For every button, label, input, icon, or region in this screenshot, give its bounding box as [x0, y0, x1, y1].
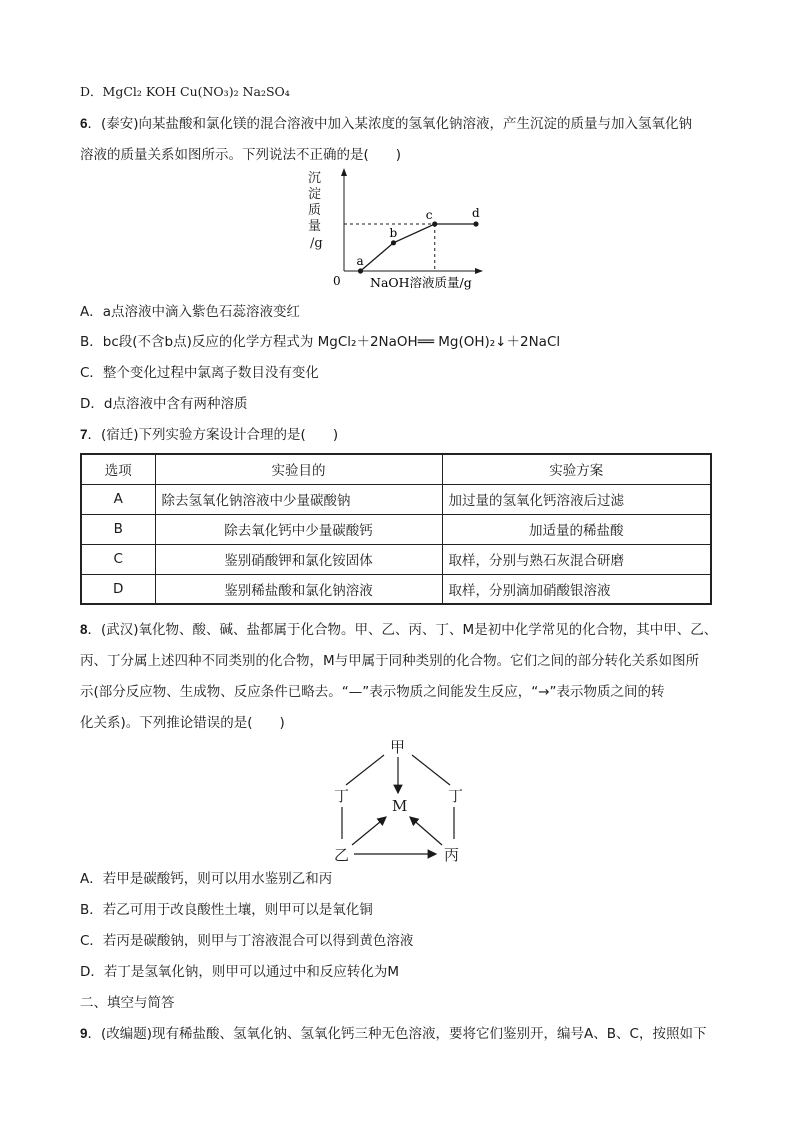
y-axis-label [308, 171, 323, 251]
ylabel-char: /g [310, 236, 323, 251]
cell-plan: 加过量的氢氧化钙溶液后过滤 [442, 484, 711, 514]
question-number: 9 [80, 1026, 88, 1041]
series-line [361, 224, 477, 271]
header-plan: 实验方案 [442, 454, 711, 484]
arrow-yi-to-m [352, 817, 386, 845]
q6-option-d: D．d点溶液中含有两种溶质 [80, 396, 248, 412]
origin-label: 0 [333, 274, 341, 288]
q8-stem-line1 [80, 620, 717, 640]
q6-stem-line1 [80, 114, 692, 134]
ylabel-char: 量 [308, 219, 322, 234]
data-series [344, 206, 480, 274]
table-row [81, 514, 711, 544]
table-row [81, 544, 711, 574]
data-point-a [358, 268, 363, 273]
y-axis-arrow [341, 168, 347, 176]
node-ding-right: 丁 [448, 787, 464, 805]
q8-stem-line2: 丙、丁分属上述四种不同类别的化合物，M与甲属于同种类别的化合物。它们之间的部分转化关系如图所 [80, 653, 700, 669]
cell-purpose: 鉴别稀盐酸和氯化钠溶液 [155, 574, 442, 604]
table-header-row [81, 454, 711, 484]
edge-jia-ding-right [412, 755, 450, 785]
q8-stem-line3: 示(部分反应物、生成物、反应条件已略去。“—”表示物质之间能发生反应，“→”表示物质之间的转 [80, 684, 665, 700]
option-letter: D． [80, 84, 103, 99]
node-ding-left: 丁 [334, 787, 350, 805]
q6-option-a: A．a点溶液中滴入紫色石蕊溶液变红 [80, 304, 301, 320]
section-title: 二、填空与简答 [80, 995, 175, 1011]
x-axis-label: NaOH溶液质量/g [370, 275, 472, 290]
cell-option: B [81, 514, 155, 544]
q6-stem-line2: 溶液的质量关系如图所示。下列说法不正确的是( ) [80, 147, 402, 163]
q8-option-d: D．若丁是氢氧化钠，则甲可以通过中和反应转化为M [80, 964, 400, 980]
q6-option-c: C．整个变化过程中氯离子数目没有变化 [80, 365, 319, 381]
table-row [81, 574, 711, 604]
q8-option-b: B．若乙可用于改良酸性土壤，则甲可以是氧化铜 [80, 902, 373, 918]
question-number: 8 [80, 622, 88, 637]
point-label-c: c [425, 208, 433, 222]
point-label-d: d [472, 206, 480, 220]
stem-text: ．(改编题)现有稀盐酸、氢氧化钠、氢氧化钙三种无色溶液，要将它们鉴别开，编号A、B、C，按照如下 [87, 1026, 707, 1042]
arrow-bing-to-m [410, 817, 442, 845]
stem-text: ．(泰安)向某盐酸和氯化镁的混合溶液中加入某浓度的氢氧化钠溶液，产生沉淀的质量与加入氢氧化钠 [87, 116, 693, 132]
node-jia: 甲 [390, 738, 406, 756]
point-label-a: a [356, 254, 364, 268]
node-yi: 乙 [334, 846, 350, 864]
option-text: MgCl₂ KOH Cu(NO₃)₂ Na₂SO₄ [102, 84, 290, 99]
question-number: 7 [80, 427, 88, 442]
data-point-b [391, 240, 396, 245]
stem-text: ．(武汉)氧化物、酸、碱、盐都属于化合物。甲、乙、丙、丁、M是初中化学常见的化合物，其中甲、乙、 [87, 622, 718, 638]
stem-text: ．(宿迁)下列实验方案设计合理的是( ) [87, 427, 339, 443]
q8-option-c: C．若丙是碳酸钠，则甲与丁溶液混合可以得到黄色溶液 [80, 933, 414, 949]
cell-option: A [81, 484, 155, 514]
cell-plan: 取样，分别与熟石灰混合研磨 [442, 544, 711, 574]
data-point-c [432, 221, 437, 226]
cell-option: C [81, 544, 155, 574]
ylabel-char: 淀 [308, 187, 322, 202]
x-axis-arrow [475, 268, 483, 274]
cell-purpose: 除去氢氧化钠溶液中少量碳酸钠 [155, 484, 442, 514]
ylabel-char: 沉 [308, 171, 322, 186]
edge-jia-ding-left [346, 755, 384, 785]
cell-plan: 取样，分别滴加硝酸银溶液 [442, 574, 711, 604]
cell-plan: 加适量的稀盐酸 [442, 514, 711, 544]
header-option: 选项 [81, 454, 155, 484]
q7-table [80, 453, 712, 605]
cell-purpose: 除去氧化钙中少量碳酸钙 [155, 514, 442, 544]
q5-option-d [80, 82, 290, 102]
q6-chart [300, 168, 500, 293]
point-label-b: b [389, 225, 398, 240]
q9-stem-line1 [80, 1024, 706, 1044]
cell-option: D [81, 574, 155, 604]
cell-purpose: 鉴别硝酸钾和氯化铵固体 [155, 544, 442, 574]
q8-stem-line4: 化关系)。下列推论错误的是( ) [80, 715, 285, 731]
node-bing: 丙 [444, 846, 460, 864]
q7-stem [80, 425, 338, 445]
table-row [81, 484, 711, 514]
question-number: 6 [80, 116, 88, 131]
q8-option-a: A．若甲是碳酸钙，则可以用水鉴别乙和丙 [80, 871, 333, 887]
q8-relation-diagram [320, 735, 480, 865]
q6-option-b: B．bc段(不含b点)反应的化学方程式为 MgCl₂＋2NaOH══ Mg(OH)₂↓＋2NaCl [80, 334, 561, 350]
node-m: M [392, 797, 408, 815]
ylabel-char: 质 [308, 203, 322, 218]
header-purpose: 实验目的 [155, 454, 442, 484]
data-point-d [473, 221, 478, 226]
